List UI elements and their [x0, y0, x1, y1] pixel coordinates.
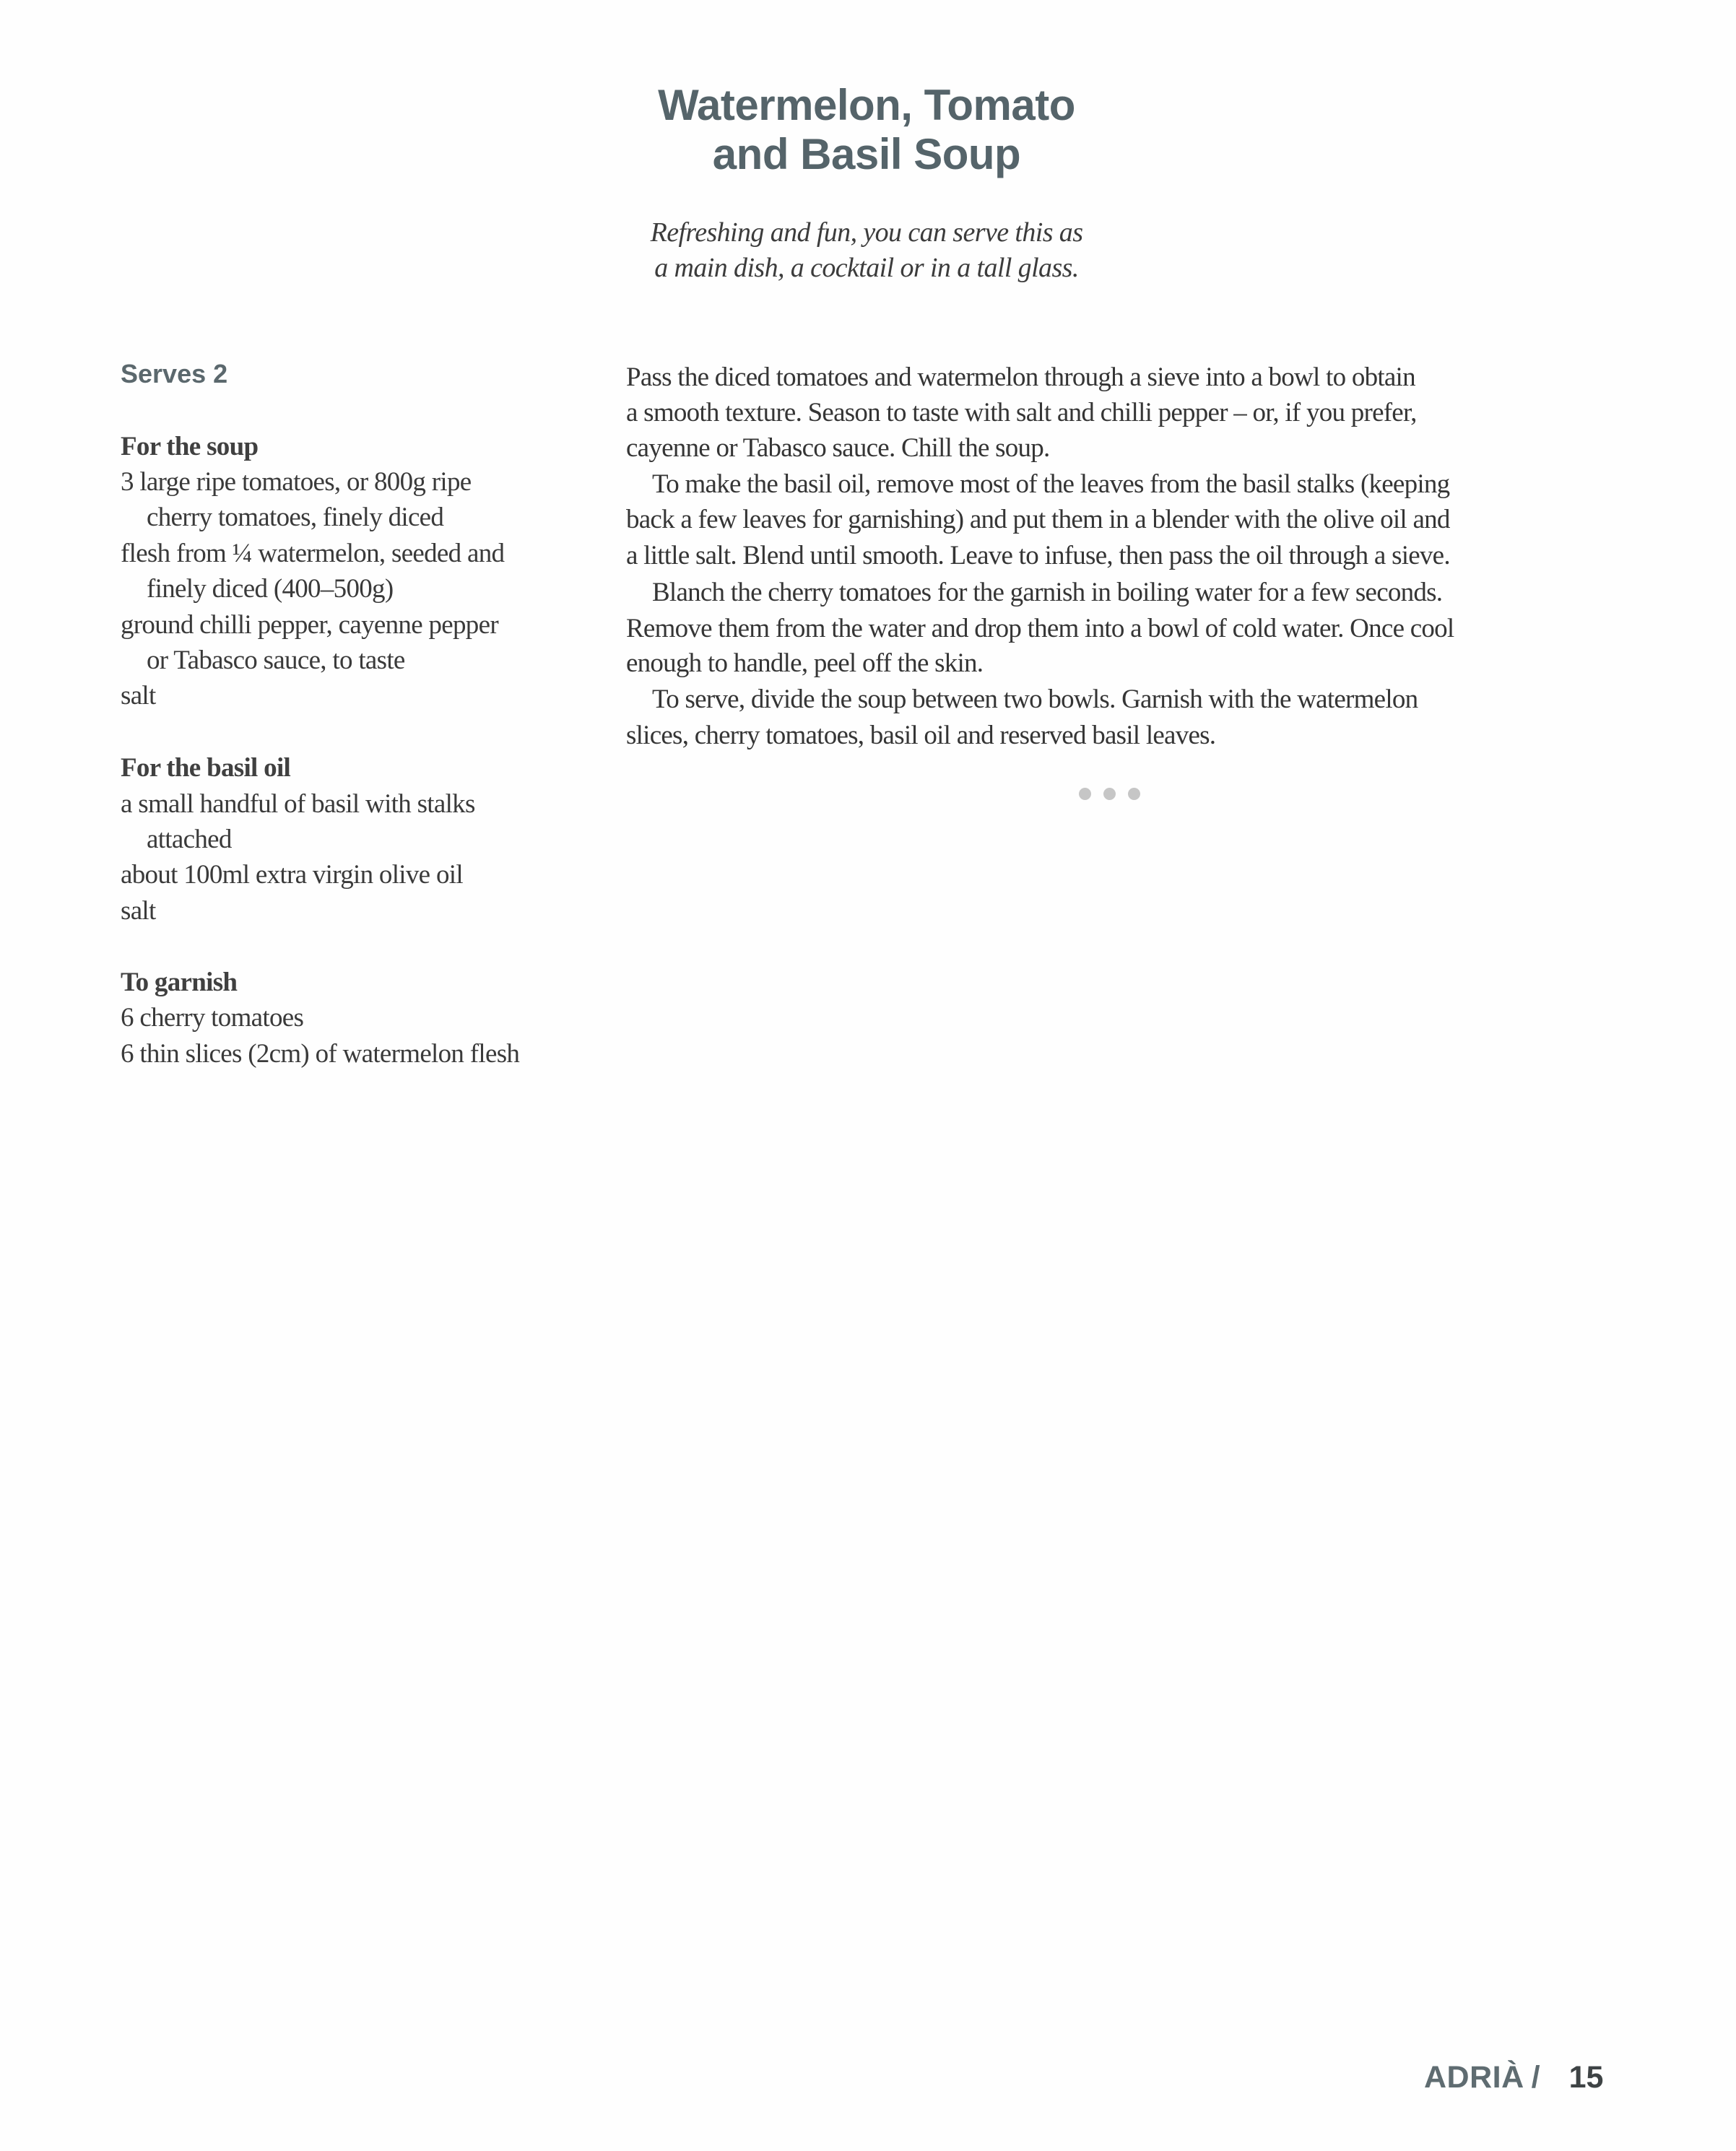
running-footer-author: ADRIÀ: [1424, 2060, 1524, 2095]
method-line: a smooth texture. Season to taste with salt and chilli pepper – or, if you prefer,: [626, 398, 1417, 427]
ornament-dot-icon: [1079, 788, 1091, 800]
ingredient-line: salt: [121, 681, 156, 711]
recipe-intro-line-1: Refreshing and fun, you can serve this as: [650, 217, 1083, 248]
ingredient-line-continuation: cherry tomatoes, finely diced: [147, 503, 444, 532]
method-line: a little salt. Blend until smooth. Leave to infuse, then pass the oil through a sieve.: [626, 541, 1450, 570]
footer-separator: /: [1531, 2060, 1540, 2095]
method-line: Remove them from the water and drop them into a bowl of cold water. Once cool: [626, 614, 1454, 643]
ornament-dot-icon: [1128, 788, 1140, 800]
ingredient-line-continuation: or Tabasco sauce, to taste: [147, 646, 405, 675]
method-line: enough to handle, peel off the skin.: [626, 648, 984, 678]
ingredient-line: 6 cherry tomatoes: [121, 1003, 304, 1033]
page-number: 15: [1568, 2060, 1604, 2095]
ingredient-line: salt: [121, 896, 156, 926]
ingredient-line-continuation: attached: [147, 825, 232, 854]
ingredient-line: 3 large ripe tomatoes, or 800g ripe: [121, 467, 472, 497]
method-line: Pass the diced tomatoes and watermelon through a sieve into a bowl to obtain: [626, 362, 1415, 392]
method-line: Blanch the cherry tomatoes for the garnish in boiling water for a few seconds.: [652, 578, 1443, 607]
recipe-title: [505, 81, 1228, 179]
ingredient-line: about 100ml extra virgin olive oil: [121, 860, 463, 890]
ingredient-line-continuation: finely diced (400–500g): [147, 574, 394, 604]
recipe-title-line-2: and Basil Soup: [712, 130, 1021, 178]
ingredient-section-heading: For the basil oil: [121, 753, 291, 783]
ornament-dot-icon: [1103, 788, 1116, 800]
ingredient-line: ground chilli pepper, cayenne pepper: [121, 610, 498, 640]
ingredient-line: 6 thin slices (2cm) of watermelon flesh: [121, 1039, 520, 1069]
recipe-intro: [505, 215, 1228, 286]
page-footer: [1424, 2059, 1603, 2095]
method-line: back a few leaves for garnishing) and put them in a blender with the olive oil and: [626, 505, 1450, 534]
method-line: cayenne or Tabasco sauce. Chill the soup.: [626, 433, 1050, 463]
ingredient-section-heading: To garnish: [121, 968, 238, 997]
recipe-title-line-1: Watermelon, Tomato: [658, 81, 1075, 129]
ingredient-section-heading: For the soup: [121, 432, 259, 461]
ingredient-line: flesh from ¼ watermelon, seeded and: [121, 539, 505, 568]
method-line: slices, cherry tomatoes, basil oil and reserved basil leaves.: [626, 721, 1216, 750]
serves-label: Serves 2: [121, 359, 228, 388]
ingredient-line: a small handful of basil with stalks: [121, 789, 475, 819]
method-line: To make the basil oil, remove most of the leaves from the basil stalks (keeping: [652, 469, 1450, 499]
section-end-ornament: [1079, 788, 1140, 800]
recipe-intro-line-2: a main dish, a cocktail or in a tall glass.: [654, 253, 1079, 283]
method-line: To serve, divide the soup between two bowls. Garnish with the watermelon: [652, 685, 1418, 714]
